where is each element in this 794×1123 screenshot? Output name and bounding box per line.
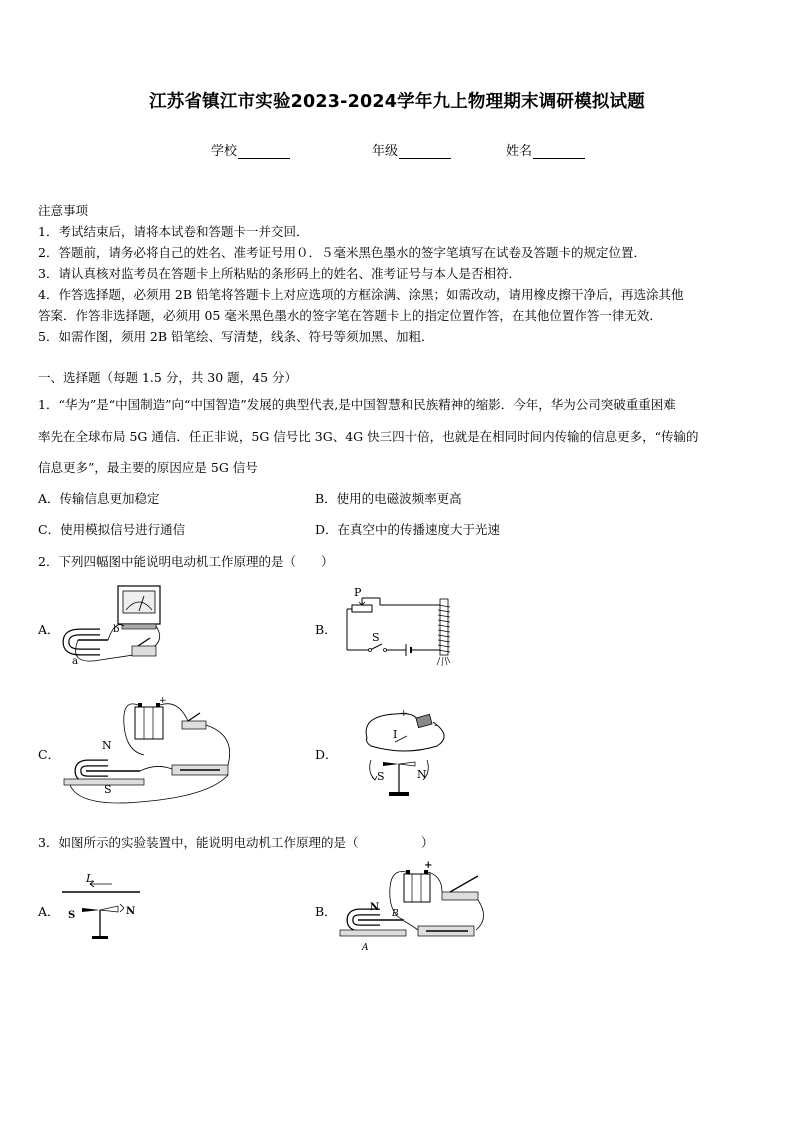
q2-figure-d [355, 700, 465, 805]
q2c-label-n: N [102, 739, 112, 752]
q2c-label-plus: + [159, 696, 167, 706]
school-blank[interactable] [238, 145, 290, 159]
q1-option-c[interactable]: C．使用模拟信号进行通信 [38, 522, 186, 537]
school-field [211, 140, 290, 159]
notice-item: 2．答题前，请务必将自己的姓名、准考证号用０．５毫米黑色墨水的签字笔填写在试卷及答题卡的规定位置． [38, 245, 646, 260]
q3a-label-l: L [86, 872, 94, 885]
notice-heading: 注意事项 [38, 203, 89, 218]
q2-option-d-label[interactable]: D． [315, 747, 338, 762]
name-field [506, 140, 585, 159]
q3-figure-b [338, 858, 488, 953]
q3a-label-n: N [126, 906, 136, 917]
q1-line: 1．“华为”是“中国制造”向“中国智造”发展的典型代表,是中国智慧和民族精神的缩影．今年，华为公司突破重重困难 [38, 397, 676, 412]
q1-line: 率先在全球布局 5G 通信．任正非说，5G 信号比 3G、4G 快三四十倍，也就是在相同时间内传输的信息更多，“传输的 [38, 429, 699, 444]
q2b-label-s: S [372, 631, 380, 644]
q2-figure-a [60, 580, 180, 670]
q3b-label-a: A [362, 943, 369, 953]
q3-option-b-label[interactable]: B． [315, 904, 337, 919]
q2-option-c-label[interactable]: C． [38, 747, 61, 762]
grade-blank[interactable] [399, 145, 451, 159]
q1-option-a[interactable]: A．传输信息更加稳定 [38, 491, 160, 506]
page-title: 江苏省镇江市实验2023-2024学年九上物理期末调研模拟试题 [149, 92, 645, 112]
name-label: 姓名 [506, 144, 533, 159]
q3b-label-n: N [370, 902, 380, 913]
notice-item: 5．如需作图，须用 2B 铅笔绘、写清楚，线条、符号等须加黑、加粗． [38, 329, 434, 344]
q1-option-d[interactable]: D．在真空中的传播速度大于光速 [315, 522, 501, 537]
q3b-label-b: B [392, 909, 399, 919]
section-heading: 一、选择题（每题 1.5 分，共 30 题，45 分） [38, 370, 298, 385]
q1-line: 信息更多”，最主要的原因应是 5G 信号 [38, 460, 258, 475]
q1-option-b[interactable]: B．使用的电磁波频率更高 [315, 491, 462, 506]
q2-figure-b [340, 585, 470, 670]
q2d-label-n: N [417, 768, 427, 781]
notice-item: 1．考试结束后，请将本试卷和答题卡一并交回． [38, 224, 309, 239]
q2d-label-plus: + [400, 709, 408, 719]
q2c-label-s: S [104, 783, 112, 796]
school-label: 学校 [211, 144, 238, 159]
q2d-label-minus: - [434, 721, 438, 731]
q2b-label-p: P [354, 586, 362, 599]
q2a-label-b: b [113, 624, 120, 635]
q2a-label-a: a [72, 656, 78, 667]
q2d-label-i: I [393, 728, 398, 741]
notice-block [38, 200, 684, 347]
notice-item: 4．作答选择题，必须用 2B 铅笔将答题卡上对应选项的方框涂满、涂黑；如需改动，请用橡皮擦干净后，再选涂其他 [38, 287, 684, 302]
q3-figure-a [60, 868, 150, 948]
notice-item: 3．请认真核对监考员在答题卡上所粘贴的条形码上的姓名、准考证号与本人是否相符． [38, 266, 521, 281]
q2-option-a-label[interactable]: A． [38, 622, 60, 637]
q3a-label-s: S [68, 910, 76, 921]
q2-stem: 2．下列四幅图中能说明电动机工作原理的是（ ） [38, 554, 334, 569]
notice-item: 答案．作答非选择题，必须用 05 毫米黑色墨水的签字笔在答题卡上的指定位置作答，在其他位置作答一律无效． [38, 308, 662, 323]
q3-stem: 3．如图所示的实验装置中，能说明电动机工作原理的是（ ） [38, 835, 434, 850]
grade-field [372, 140, 451, 159]
name-blank[interactable] [533, 145, 585, 159]
q3b-label-plus: + [424, 860, 433, 871]
grade-label: 年级 [372, 144, 399, 159]
q3-option-a-label[interactable]: A． [38, 904, 60, 919]
q2d-label-s: S [377, 770, 385, 783]
q2-figure-c [60, 695, 240, 805]
q2-option-b-label[interactable]: B． [315, 622, 337, 637]
